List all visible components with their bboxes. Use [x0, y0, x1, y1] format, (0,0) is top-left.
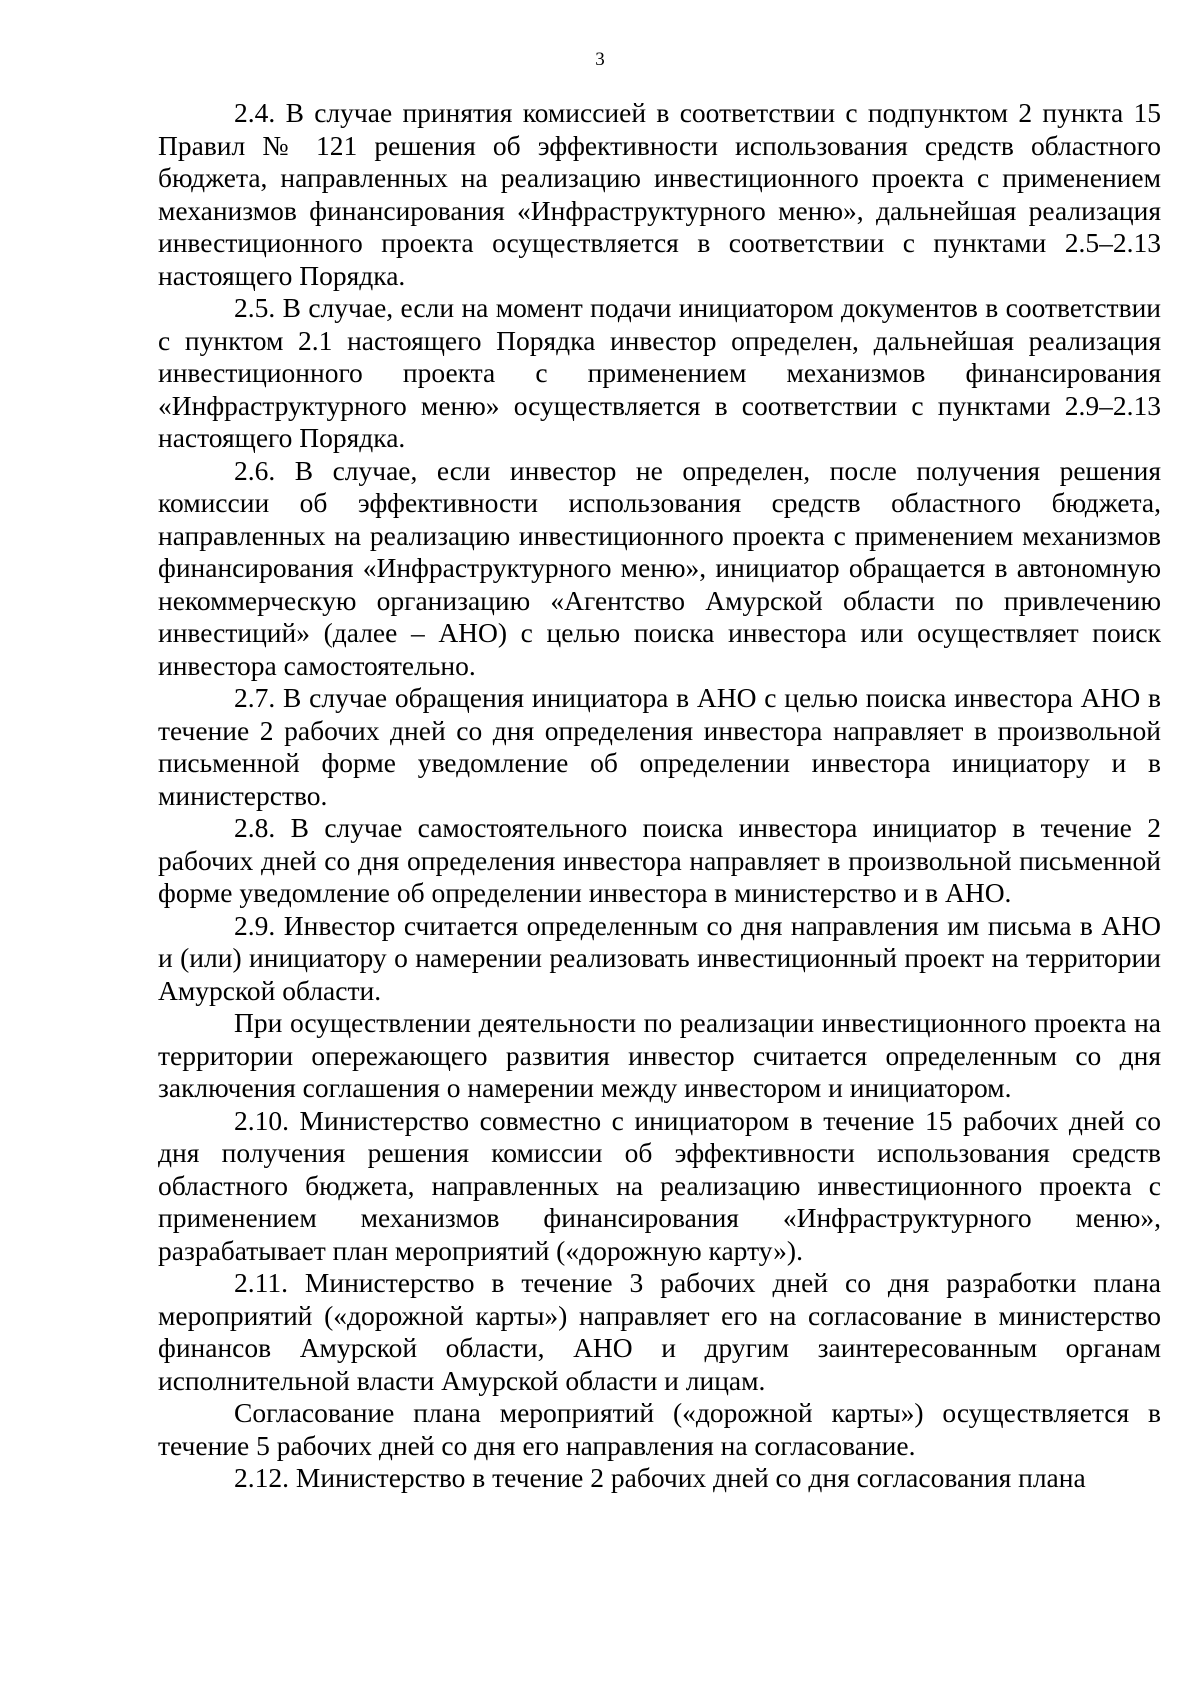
paragraph-2-9: 2.9. Инвестор считается определенным со дня направления им письма в АНО и (или) инициатору о намерении реализовать инвестиционный проект на территории Амурской области. — [158, 909, 1161, 1006]
paragraph-2-7: 2.7. В случае обращения инициатора в АНО с целью поиска инвестора АНО в течение 2 рабочих дней со дня определения инвестора направляет в произвольной письменной форме уведомление об определении инвестора инициатору и в министерство. — [158, 682, 1161, 811]
paragraph-2-11-continuation: Согласование плана мероприятий («дорожной карты») осуществляется в течение 5 рабочих дней со дня его направления на согласование. — [158, 1397, 1161, 1461]
paragraph-2-4: 2.4. В случае принятия комиссией в соответствии с подпунктом 2 пункта 15 Правил № 121 решения об эффективности использования средств областного бюджета, направленных на реализацию инвестиционного проекта с применением механизмов финансирования «Инфраструктурного меню», дальнейшая реализация инвестиционного проекта осуществляется в соответствии с пунктами 2.5–2.13 настоящего Порядка. — [158, 97, 1161, 291]
paragraph-2-5: 2.5. В случае, если на момент подачи инициатором документов в соответствии с пунктом 2.1 настоящего Порядка инвестор определен, дальнейшая реализация инвестиционного проекта с применением механизмов финансирования «Инфраструктурного меню» осуществляется в соответствии с пунктами 2.9–2.13 настоящего Порядка. — [158, 292, 1161, 453]
paragraph-2-8: 2.8. В случае самостоятельного поиска инвестора инициатор в течение 2 рабочих дней со дня определения инвестора направляет в произвольной письменной форме уведомление об определении инвестора в министерство и в АНО. — [158, 812, 1161, 908]
paragraph-2-6: 2.6. В случае, если инвестор не определен, после получения решения комиссии об эффективности использования средств областного бюджета, направленных на реализацию инвестиционного проекта с применением механизмов финансирования «Инфраструктурного меню», инициатор обращается в автономную некоммерческую организацию «Агентство Амурской области по привлечению инвестиций» (далее – АНО) с целью поиска инвестора или осуществляет поиск инвестора самостоятельно. — [158, 454, 1161, 681]
paragraph-2-10: 2.10. Министерство совместно с инициатором в течение 15 рабочих дней со дня получения решения комиссии об эффективности использования средств областного бюджета, направленных на реализацию инвестиционного проекта с применением механизмов финансирования «Инфраструктурного меню», разрабатывает план мероприятий («дорожную карту»). — [158, 1104, 1161, 1266]
page-number: 3 — [595, 49, 605, 70]
paragraph-2-12: 2.12. Министерство в течение 2 рабочих дней со дня согласования плана — [234, 1462, 1086, 1493]
document-body — [158, 97, 1161, 1495]
paragraph-2-11: 2.11. Министерство в течение 3 рабочих дней со дня разработки плана мероприятий («дорожной карты») направляет его на согласование в министерство финансов Амурской области, АНО и другим заинтересованным органам исполнительной власти Амурской области и лицам. — [158, 1267, 1161, 1396]
paragraph-2-9-continuation: При осуществлении деятельности по реализации инвестиционного проекта на территории опережающего развития инвестор считается определенным со дня заключения соглашения о намерении между инвестором и инициатором. — [158, 1007, 1161, 1103]
